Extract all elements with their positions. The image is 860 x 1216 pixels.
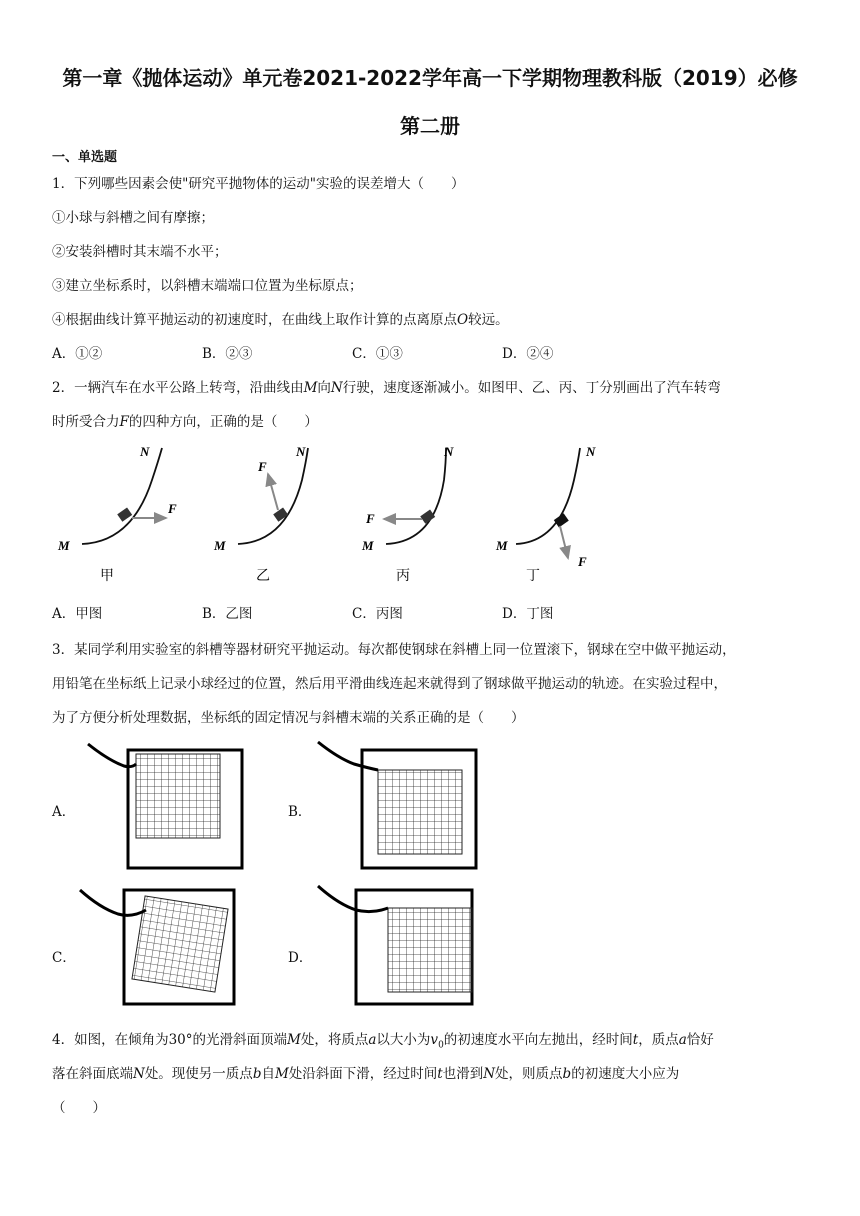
q3-figure-b [318, 742, 476, 868]
var-N: N [330, 380, 343, 396]
label-M: M [58, 538, 70, 553]
q4-line-2 [52, 1062, 679, 1082]
figure-ding [495, 444, 596, 584]
q4-text: 自 [261, 1066, 275, 1082]
q2-text: 向 [317, 380, 331, 396]
q1-item4-text-b: 较远。 [468, 312, 509, 328]
q4-text: 的初速度大小应为 [571, 1066, 680, 1082]
var-M: M [274, 1066, 289, 1082]
q4-text: 落在斜面底端 [52, 1066, 133, 1082]
q4-text: 处沿斜面下滑，经过时间 [288, 1066, 438, 1082]
label-M: M [362, 538, 374, 553]
q2-option-a[interactable]: A．甲图 [52, 606, 103, 622]
q3-option-c[interactable]: C． [52, 950, 76, 966]
q3-line-1: 3．某同学利用实验室的斜槽等器材研究平抛运动。每次都使钢球在斜槽上同一位置滚下，钢球在空中做平抛运动， [52, 642, 736, 658]
var-N: N [133, 1066, 145, 1082]
q3-figure-c [80, 890, 234, 1004]
q2-text: 2．一辆汽车在水平公路上转弯，沿曲线由 [52, 380, 304, 396]
figure-yi [213, 444, 308, 584]
q4-text: 处，则质点 [495, 1066, 563, 1082]
q3-figures [0, 730, 560, 1020]
q2-option-d[interactable]: D．丁图 [502, 606, 554, 622]
q1-stem: 1．下列哪些因素会使"研究平抛物体的运动"实验的误差增大（ ） [52, 176, 465, 192]
q2-option-b[interactable]: B．乙图 [202, 606, 253, 622]
label-M: M [214, 538, 226, 553]
label-N: N [444, 444, 454, 459]
q1-item4-text-a: ④根据曲线计算平抛运动的初速度时，在曲线上取作计算的点离原点 [52, 312, 457, 328]
label-yi: 乙 [256, 569, 270, 584]
q2-option-c[interactable]: C．丙图 [352, 606, 403, 622]
var-v0-subscript: 0 [438, 1040, 444, 1051]
label-N: N [140, 444, 150, 459]
var-M: M [303, 380, 318, 396]
label-F: F [168, 501, 177, 516]
q2-line-2 [52, 410, 318, 430]
var-N: N [483, 1066, 496, 1082]
var-v0: v [430, 1032, 439, 1048]
q1-item-3: ③建立坐标系时，以斜槽末端端口位置为坐标原点； [52, 278, 363, 294]
q4-text: 处，将质点 [300, 1032, 369, 1048]
figure-jia [57, 444, 177, 584]
var-O: O [457, 312, 469, 328]
label-bing: 丙 [396, 569, 410, 584]
var-a: a [678, 1032, 687, 1048]
q4-text: 以大小为 [376, 1032, 431, 1048]
q2-figure [40, 440, 620, 590]
label-jia: 甲 [100, 569, 114, 584]
page-title: 第一章《抛体运动》单元卷2021-2022学年高一下学期物理教科版（2019）必修 [62, 66, 798, 90]
var-F: F [119, 414, 129, 430]
label-N: N [586, 444, 596, 459]
label-N: N [296, 444, 306, 459]
q1-option-a[interactable]: A．①② [52, 346, 103, 362]
page-subtitle: 第二册 [400, 114, 460, 138]
q1-option-b[interactable]: B．②③ [202, 346, 253, 362]
var-b: b [252, 1066, 262, 1082]
var-a: a [368, 1032, 377, 1048]
q3-figure-d [318, 886, 472, 1004]
q4-text: 恰好 [686, 1032, 714, 1048]
q4-text: 4．如图，在倾角为30°的光滑斜面顶端 [52, 1032, 288, 1048]
figure-bing [361, 444, 454, 584]
var-b: b [562, 1066, 572, 1082]
q2-text: 的四种方向，正确的是（ ） [128, 414, 318, 430]
q3-line-3: 为了方便分析处理数据，坐标纸的固定情况与斜槽末端的关系正确的是（ ） [52, 710, 525, 726]
label-M: M [496, 538, 508, 553]
q2-line-1 [52, 376, 721, 396]
q4-text: 也滑到 [442, 1066, 484, 1082]
section-heading: 一、单选题 [52, 150, 118, 165]
var-M: M [287, 1032, 301, 1048]
q1-item-1: ①小球与斜槽之间有摩擦； [52, 210, 214, 226]
q2-text: 行驶，速度逐渐减小。如图甲、乙、丙、丁分别画出了汽车转弯 [342, 380, 721, 396]
q1-option-c[interactable]: C．①③ [352, 346, 403, 362]
q1-item-4 [52, 308, 509, 328]
q4-text: 处。现使另一质点 [144, 1066, 253, 1082]
q3-figure-a [88, 744, 242, 868]
label-ding: 丁 [526, 569, 540, 584]
q3-option-d[interactable]: D． [288, 950, 313, 966]
label-F: F [578, 554, 587, 569]
label-F: F [366, 511, 375, 526]
q3-option-b[interactable]: B． [288, 804, 312, 820]
q4-line-3: （ ） [52, 1100, 106, 1116]
q1-item-2: ②安装斜槽时其末端不水平； [52, 244, 228, 260]
label-F: F [258, 459, 267, 474]
var-t: t [437, 1066, 443, 1082]
q2-text: 时所受合力 [52, 414, 120, 430]
q3-line-2: 用铅笔在坐标纸上记录小球经过的位置，然后用平滑曲线连起来就得到了钢球做平抛运动的轨迹。在实验过程中， [52, 676, 727, 692]
q4-text: ，质点 [638, 1032, 679, 1048]
q4-line-1 [52, 1028, 714, 1051]
var-t: t [632, 1032, 639, 1048]
q3-option-a[interactable]: A． [52, 804, 76, 820]
q4-text: 的初速度水平向左抛出，经时间 [443, 1032, 633, 1048]
q1-option-d[interactable]: D．②④ [502, 346, 554, 362]
